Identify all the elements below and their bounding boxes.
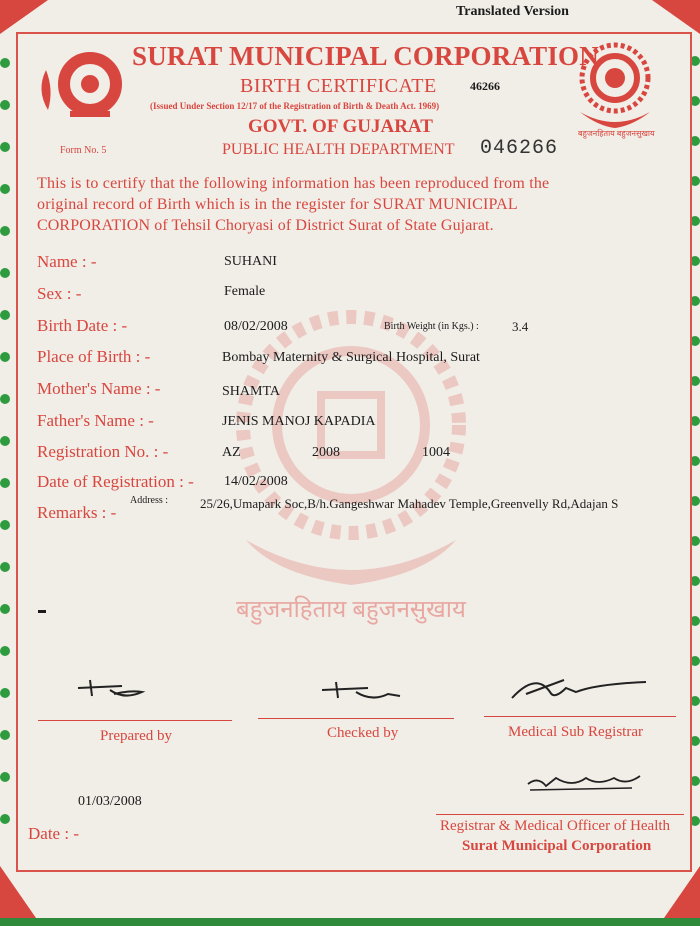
checked-by-line [258,718,454,719]
prepared-by-signature [70,676,160,702]
mother-name-value: SHAMTA [222,384,280,399]
place-of-birth-label: Place of Birth : - [37,347,151,366]
registrar-title-line-2: Surat Municipal Corporation [462,838,652,854]
birth-weight-label: Birth Weight (in Kgs.) : [384,321,479,332]
issue-date-value: 01/03/2008 [78,794,142,809]
intro-line-2: original record of Birth which is in the register for SURAT MUNICIPAL [37,196,518,213]
certificate-small-number: 46266 [470,79,500,93]
sex-label: Sex : - [37,284,82,303]
registrar-signature [522,766,652,796]
serial-number: 046266 [480,137,559,160]
emblem-motto: बहुजनहिताय बहुजनसुखाय [578,129,655,138]
registration-number-part-1: AZ [222,445,241,460]
medical-sub-registrar-label: Medical Sub Registrar [508,724,643,740]
intro-line-1: This is to certify that the following information has been reproduced from the [37,175,550,192]
certificate-title: BIRTH CERTIFICATE [240,75,437,97]
intro-line-3: CORPORATION of Tehsil Choryasi of District Surat of State Gujarat. [37,217,494,234]
corporation-title: SURAT MUNICIPAL CORPORATION [132,41,599,71]
name-label: Name : - [37,252,97,271]
birth-date-label: Birth Date : - [37,316,128,335]
watermark-motto: बहुजनहिताय बहुजनसुखाय [236,597,466,623]
registrar-line [436,814,684,815]
name-value: SUHANI [224,254,277,269]
address-label: Address : [130,495,169,506]
address-value: 25/26,Umapark Soc,B/h.Gangeshwar Mahadev Temple,Greenvelly Rd,Adajan S [200,496,619,511]
checked-by-signature [318,680,408,706]
registration-date-value: 14/02/2008 [224,474,288,489]
registration-number-part-2: 2008 [312,445,340,460]
medical-sub-registrar-line [484,716,676,717]
issued-under-text: (Issued Under Section 12/17 of the Registration of Birth & Death Act. 1969) [150,101,440,111]
registration-date-label: Date of Registration : - [37,472,194,491]
medical-sub-registrar-signature [506,670,656,706]
checked-by-label: Checked by [327,725,399,741]
mother-name-label: Mother's Name : - [37,379,161,398]
date-label: Date : - [28,824,79,843]
sex-value: Female [224,284,266,299]
registration-number-label: Registration No. : - [37,442,169,461]
form-number: Form No. 5 [60,145,107,156]
smc-logo [34,44,130,122]
prepared-by-label: Prepared by [100,728,173,744]
remarks-label: Remarks : - [37,503,117,522]
father-name-label: Father's Name : - [37,411,154,430]
registration-number-part-3: 1004 [422,445,450,460]
birth-weight-value: 3.4 [512,319,529,334]
registrar-title-line-1: Registrar & Medical Officer of Health [440,818,671,834]
father-name-value: JENIS MANOJ KAPADIA [222,414,376,429]
ink-mark [38,610,46,613]
govt-title: GOVT. OF GUJARAT [248,116,433,137]
place-of-birth-value: Bombay Maternity & Surgical Hospital, Surat [222,350,480,365]
department-title: PUBLIC HEALTH DEPARTMENT [222,141,455,158]
prepared-by-line [38,720,232,721]
birth-date-value: 08/02/2008 [224,319,288,334]
translated-version-label: Translated Version [456,4,569,19]
